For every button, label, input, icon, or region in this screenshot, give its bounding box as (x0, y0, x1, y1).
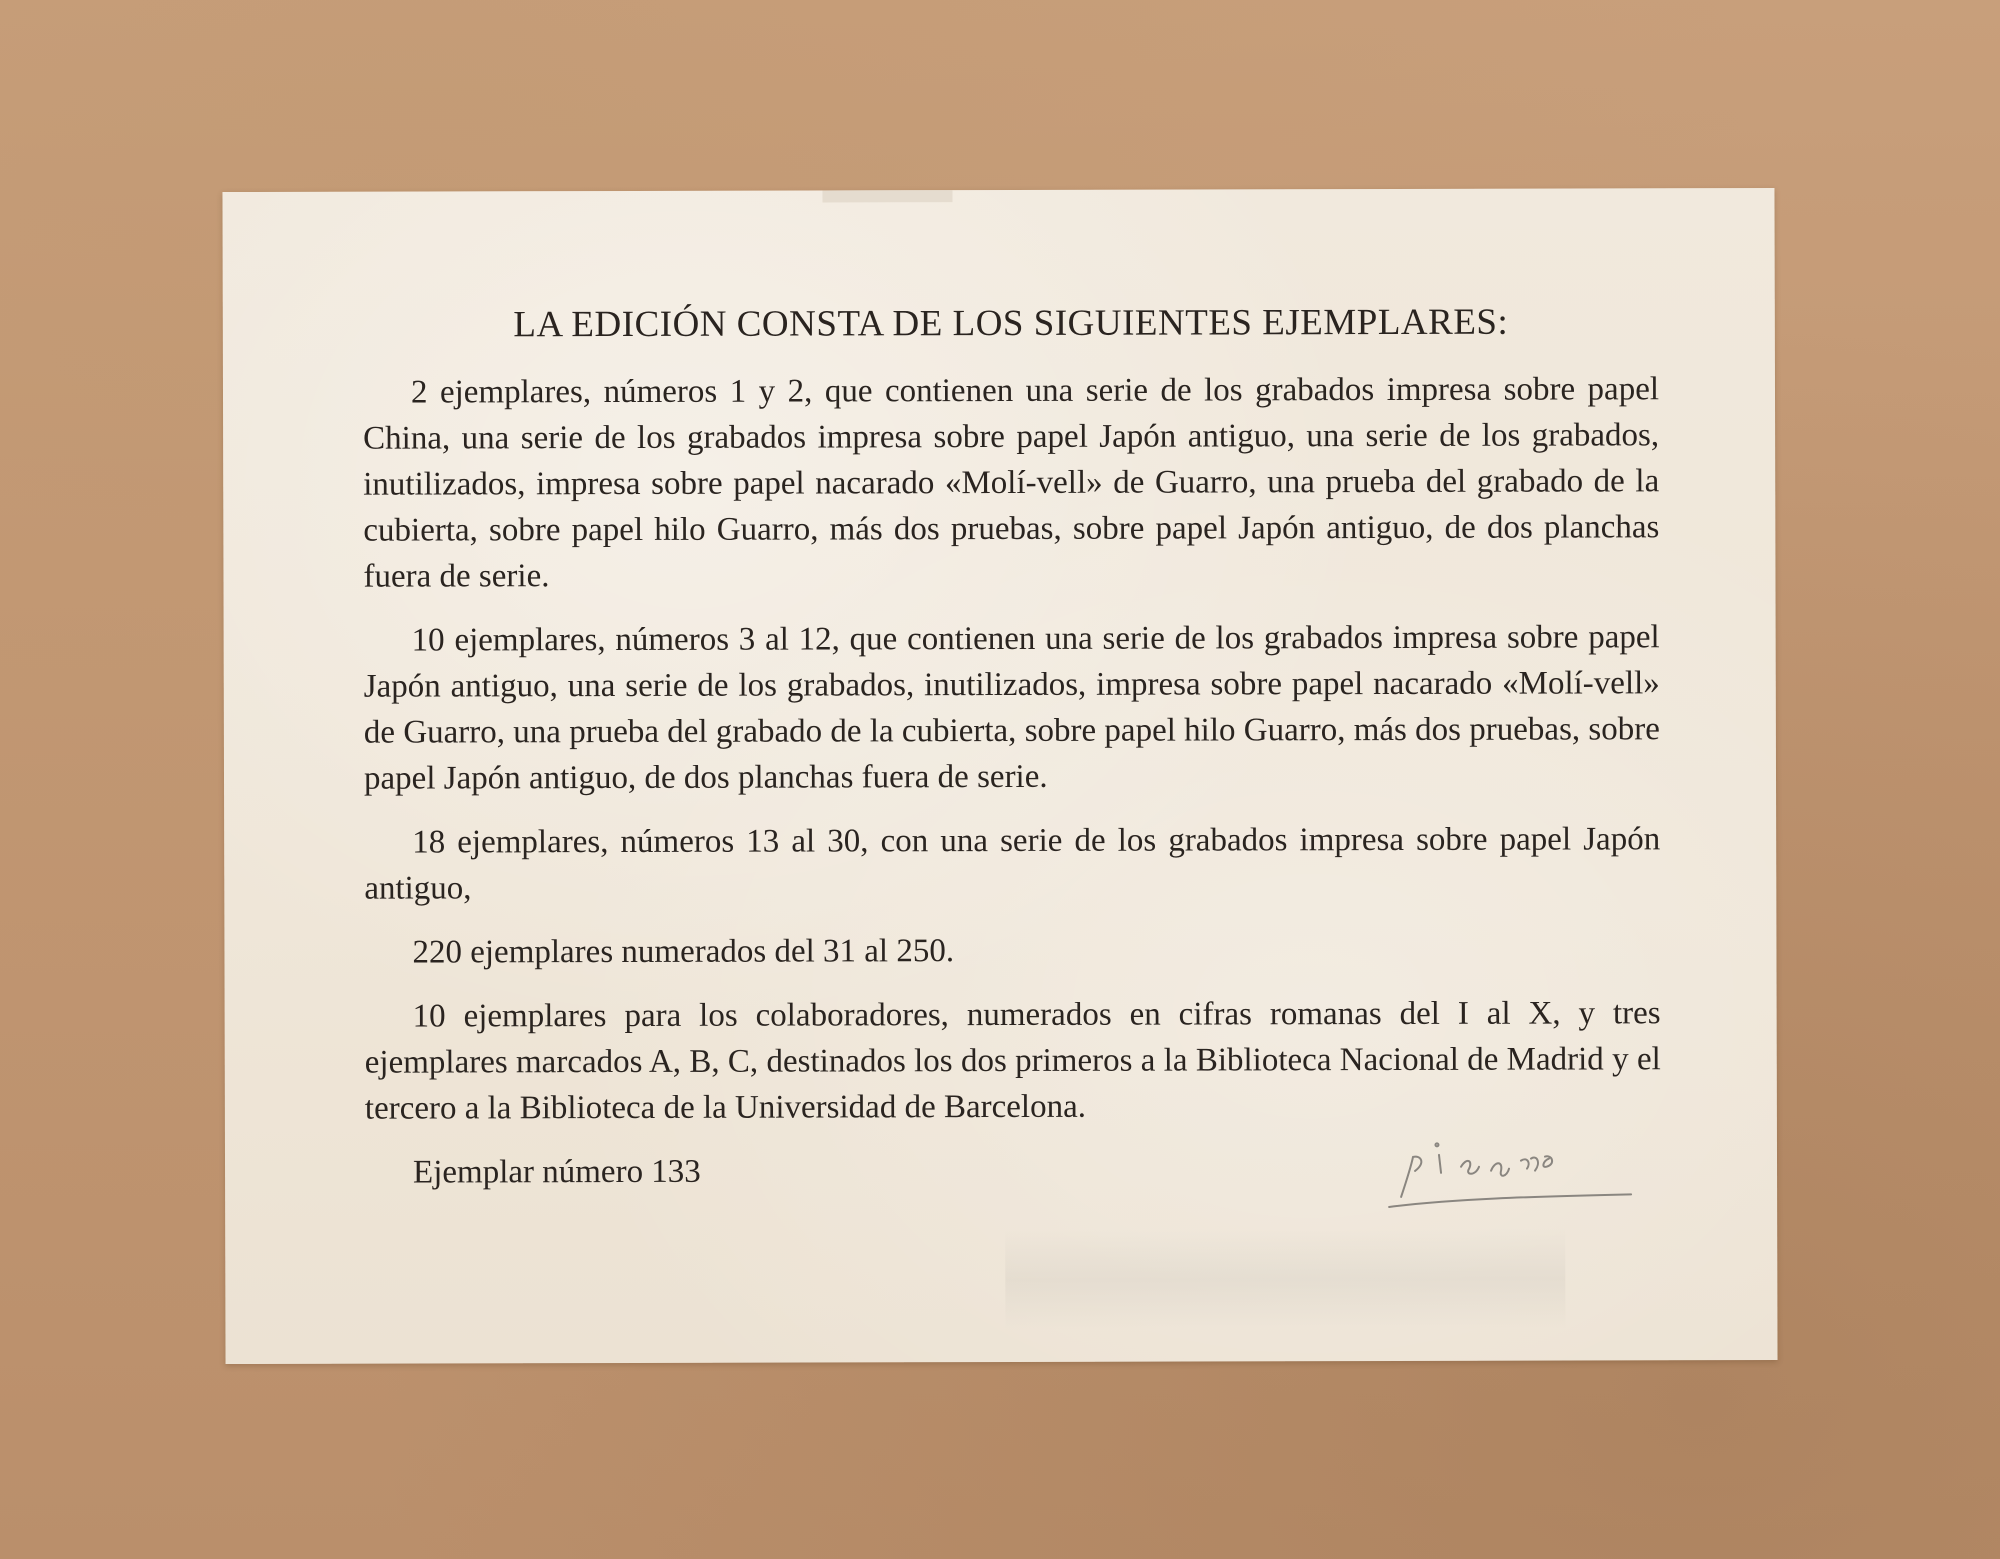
pencil-signature (1381, 1126, 1641, 1217)
colophon-sheet (222, 188, 1777, 1364)
paragraph-copies-3-12: 10 ejemplares, números 3 al 12, que contienen una serie de los grabados impresa sobre papel Japón antiguo, una serie de los grabados, inutilizados, impresa sobre papel nacarado «Molí-vell» de Guarro, una prueba del grabado de la cubierta, sobre papel hilo Guarro, más dos pruebas, sobre papel Japón antiguo, de dos planchas fuera de serie. (363, 619, 1660, 797)
paragraph-collaborator-copies: 10 ejemplares para los colaboradores, numerados en cifras romanas del I al X, y tres ejemplares marcados A, B, C, destinados los dos primeros a la Biblioteca Nacional de Madrid y el tercero a la Biblioteca de la Universidad de Barcelona. (364, 995, 1661, 1127)
paragraph-copies-1-2: 2 ejemplares, números 1 y 2, que contienen una serie de los grabados impresa sobre papel China, una serie de los grabados impresa sobre papel Japón antiguo, una serie de los grabados, inutilizados, impresa sobre papel nacarado «Molí-vell» de Guarro, una prueba del grabado de la cubierta, sobre papel hilo Guarro, más dos pruebas, sobre papel Japón antiguo, de dos planchas fuera de serie. (363, 371, 1660, 595)
paper-stain (1005, 1229, 1565, 1330)
page-title: LA EDICIÓN CONSTA DE LOS SIGUIENTES EJEMPLARES: (513, 301, 1509, 346)
colophon-footer (365, 1146, 1661, 1229)
paragraph-copies-13-30: 18 ejemplares, números 13 al 30, con una serie de los grabados impresa sobre papel Japón antiguo, (364, 821, 1661, 907)
paragraph-copies-31-250: 220 ejemplares numerados del 31 al 250. (412, 933, 955, 971)
signature-icon (1381, 1126, 1641, 1217)
colophon-text (363, 298, 1661, 1229)
copy-number: Ejemplar número 133 (412, 1153, 701, 1191)
